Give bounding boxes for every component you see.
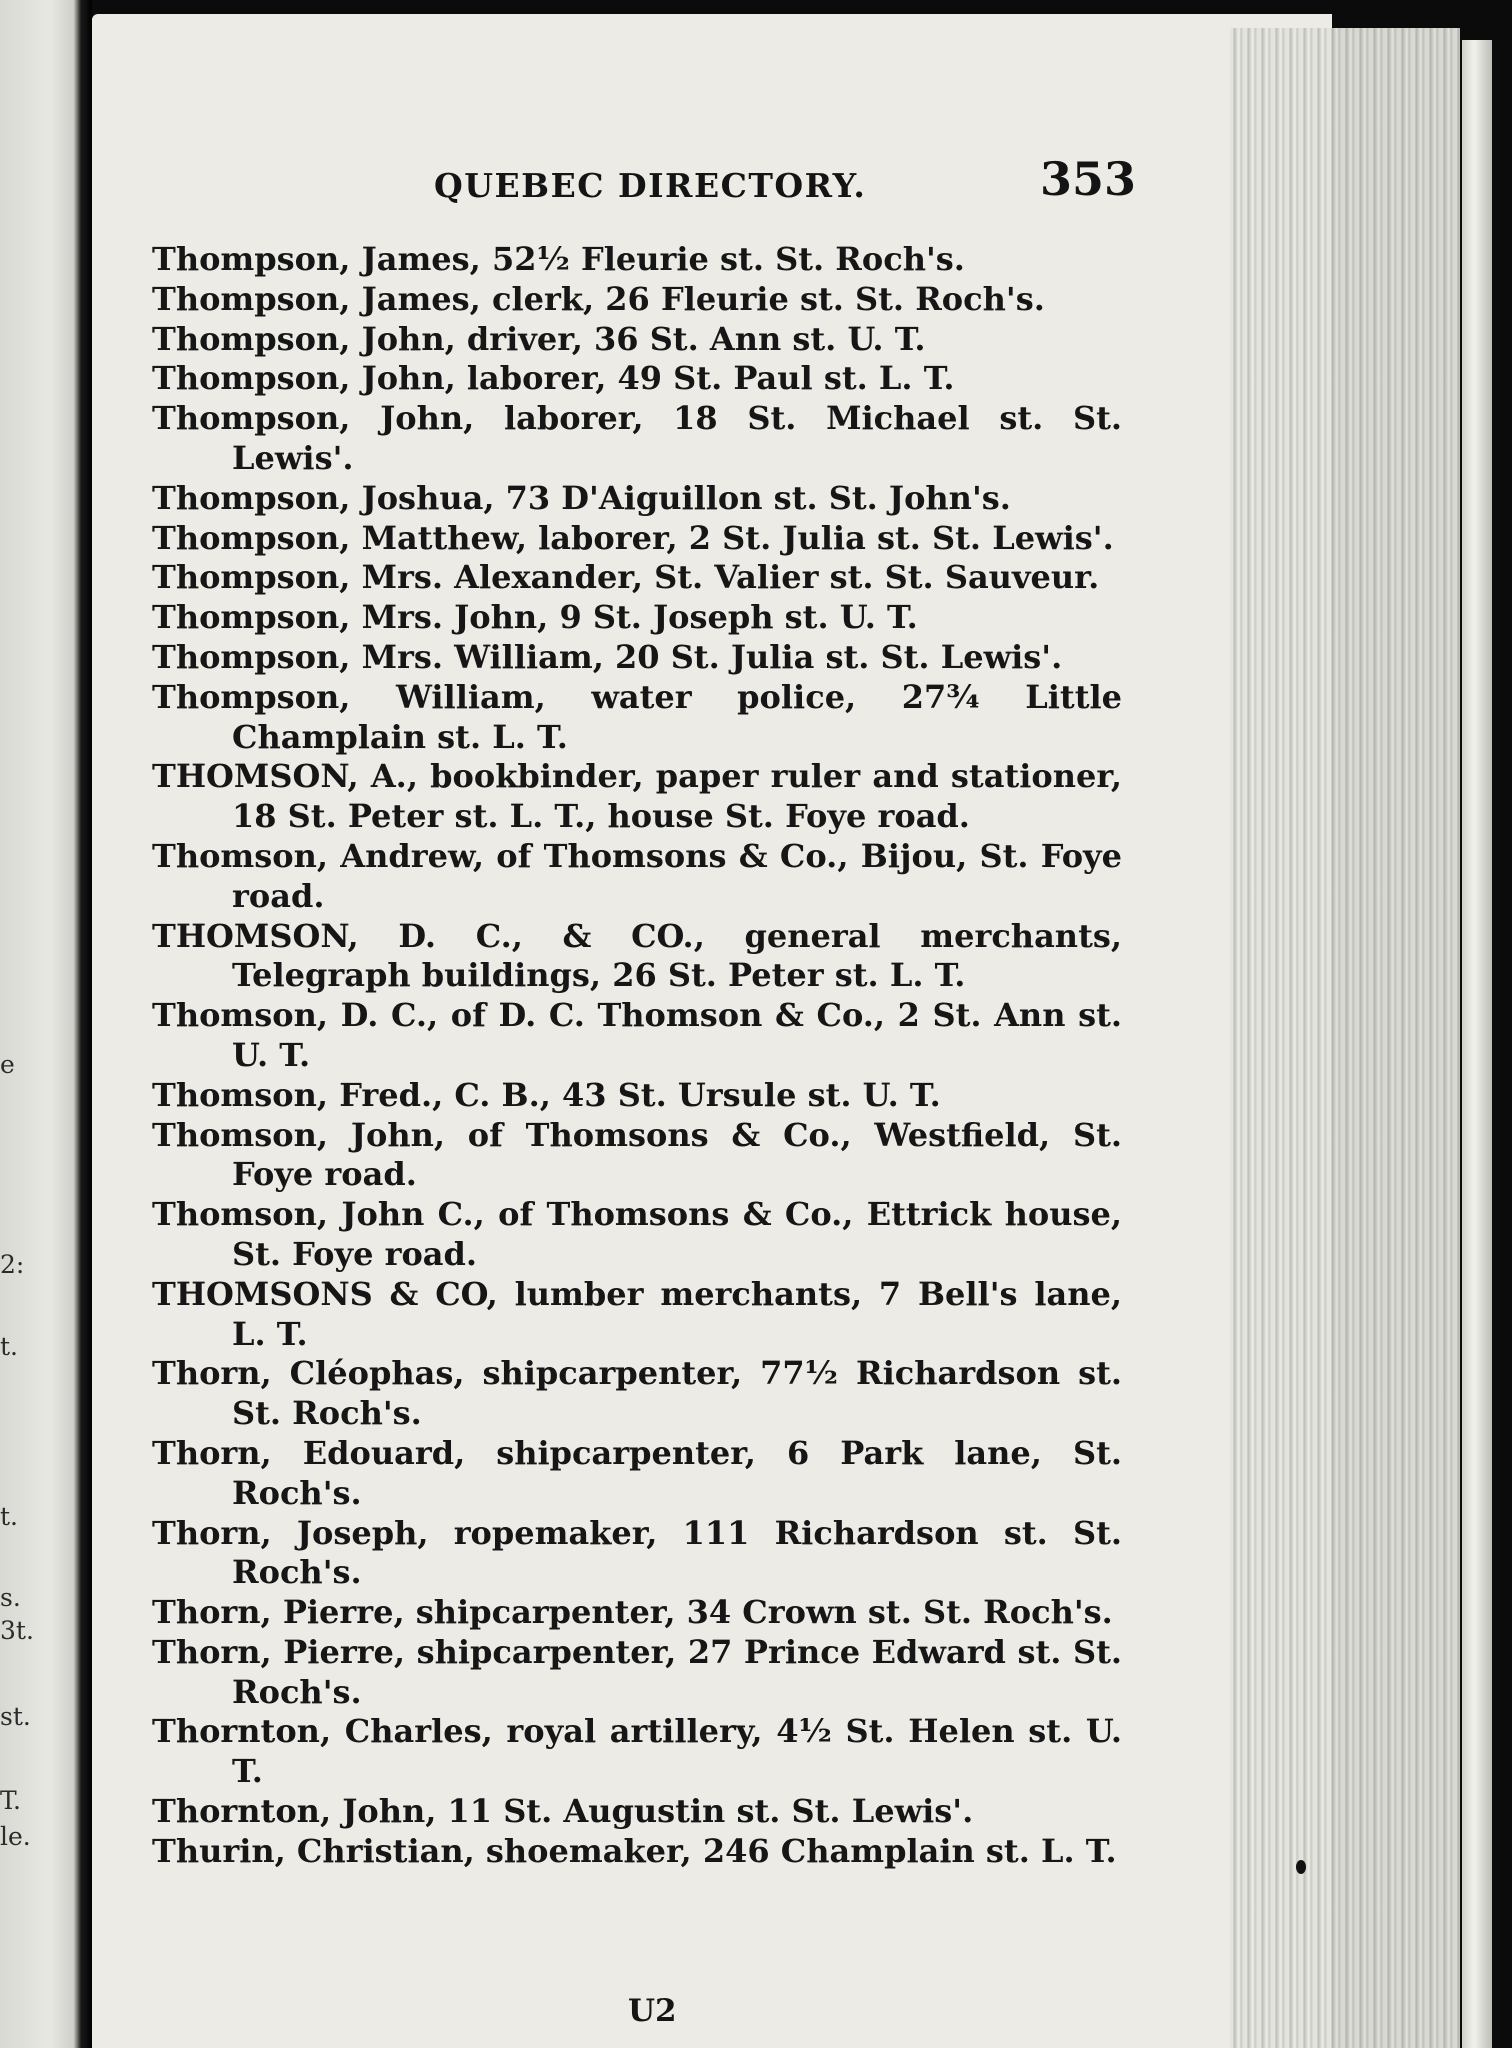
directory-entry: Thorn, Edouard, shipcarpenter, 6 Park lane, St. Roch's. xyxy=(152,1433,1122,1512)
directory-entry: Thompson, Matthew, laborer, 2 St. Julia st. St. Lewis'. xyxy=(152,518,1114,557)
directory-entry: Thornton, Charles, royal artillery, 4½ St. Helen st. U. T. xyxy=(152,1712,1122,1791)
directory-entry: Thompson, Mrs. William, 20 St. Julia st. St. Lewis'. xyxy=(152,637,1063,676)
ink-dot xyxy=(1296,1860,1306,1874)
left-page-fragments xyxy=(0,0,50,2048)
directory-entry: Thomson, John, of Thomsons & Co., Westfield, St. Foye road. xyxy=(152,1115,1122,1194)
directory-entry: Thompson, Joshua, 73 D'Aiguillon st. St. John's. xyxy=(152,478,1011,517)
directory-entry: Thornton, John, 11 St. Augustin st. St. Lewis'. xyxy=(152,1792,974,1831)
left-page-fragment: t. xyxy=(0,1502,18,1531)
directory-entry: Thorn, Pierre, shipcarpenter, 34 Crown st. St. Roch's. xyxy=(152,1593,1113,1632)
directory-entry: Thompson, John, laborer, 49 St. Paul st. L. T. xyxy=(152,359,955,398)
page-edge-strip xyxy=(1462,40,1492,2048)
directory-entry: Thompson, James, 52½ Fleurie st. St. Roch's. xyxy=(152,240,965,278)
page-number: 353 xyxy=(1040,152,1137,206)
left-page-fragment: t. xyxy=(0,1332,18,1361)
left-page-fragment: 2: xyxy=(0,1250,25,1279)
directory-entry: Thurin, Christian, shoemaker, 246 Champlain st. L. T. xyxy=(152,1831,1117,1870)
directory-entry: Thorn, Joseph, ropemaker, 111 Richardson st. St. Roch's. xyxy=(152,1513,1122,1592)
directory-entry: Thompson, Mrs. John, 9 St. Joseph st. U. T. xyxy=(152,598,918,637)
directory-entry: Thompson, Mrs. Alexander, St. Valier st. St. Sauveur. xyxy=(152,558,1100,597)
directory-entry: THOMSONS & CO, lumber merchants, 7 Bell's lane, L. T. xyxy=(152,1274,1122,1353)
left-page-fragment: e xyxy=(0,1050,15,1079)
directory-entry: Thompson, John, driver, 36 St. Ann st. U. T. xyxy=(152,319,926,358)
directory-entry: Thompson, William, water police, 27¾ Little Champlain st. L. T. xyxy=(152,677,1122,756)
page-stack-edge xyxy=(1230,28,1480,2048)
page-title: QUEBEC DIRECTORY. xyxy=(434,166,867,205)
left-page-fragment: st. xyxy=(0,1702,31,1731)
directory-entry: Thorn, Pierre, shipcarpenter, 27 Prince Edward st. St. Roch's. xyxy=(152,1632,1122,1711)
directory-entry: Thomson, John C., of Thomsons & Co., Ettrick house, St. Foye road. xyxy=(152,1195,1122,1273)
directory-entry: Thompson, John, laborer, 18 St. Michael st. St. Lewis'. xyxy=(152,399,1122,477)
left-page-fragment: s. xyxy=(0,1583,21,1612)
directory-entry: Thomson, Andrew, of Thomsons & Co., Bijou, St. Foye road. xyxy=(152,836,1122,915)
left-page-fragment: 3t. xyxy=(0,1616,34,1645)
left-page-fragment: le. xyxy=(0,1822,31,1851)
directory-entry: Thomson, Fred., C. B., 43 St. Ursule st. U. T. xyxy=(152,1075,941,1114)
directory-entry: THOMSON, A., bookbinder, paper ruler and stationer, 18 St. Peter st. L. T., house St. Foye road. xyxy=(152,757,1122,836)
directory-entry: THOMSON, D. C., & CO., general merchants, Telegraph buildings, 26 St. Peter st. L. T. xyxy=(152,916,1122,995)
signature-mark: U2 xyxy=(628,1993,677,2029)
left-page-fragment: T. xyxy=(0,1786,21,1815)
directory-entry: Thorn, Cléophas, shipcarpenter, 77½ Richardson st. St. Roch's. xyxy=(152,1354,1122,1433)
directory-entry: Thompson, James, clerk, 26 Fleurie st. St. Roch's. xyxy=(152,279,1045,318)
directory-entry: Thomson, D. C., of D. C. Thomson & Co., 2 St. Ann st. U. T. xyxy=(152,996,1122,1074)
directory-entries xyxy=(152,240,1122,1872)
